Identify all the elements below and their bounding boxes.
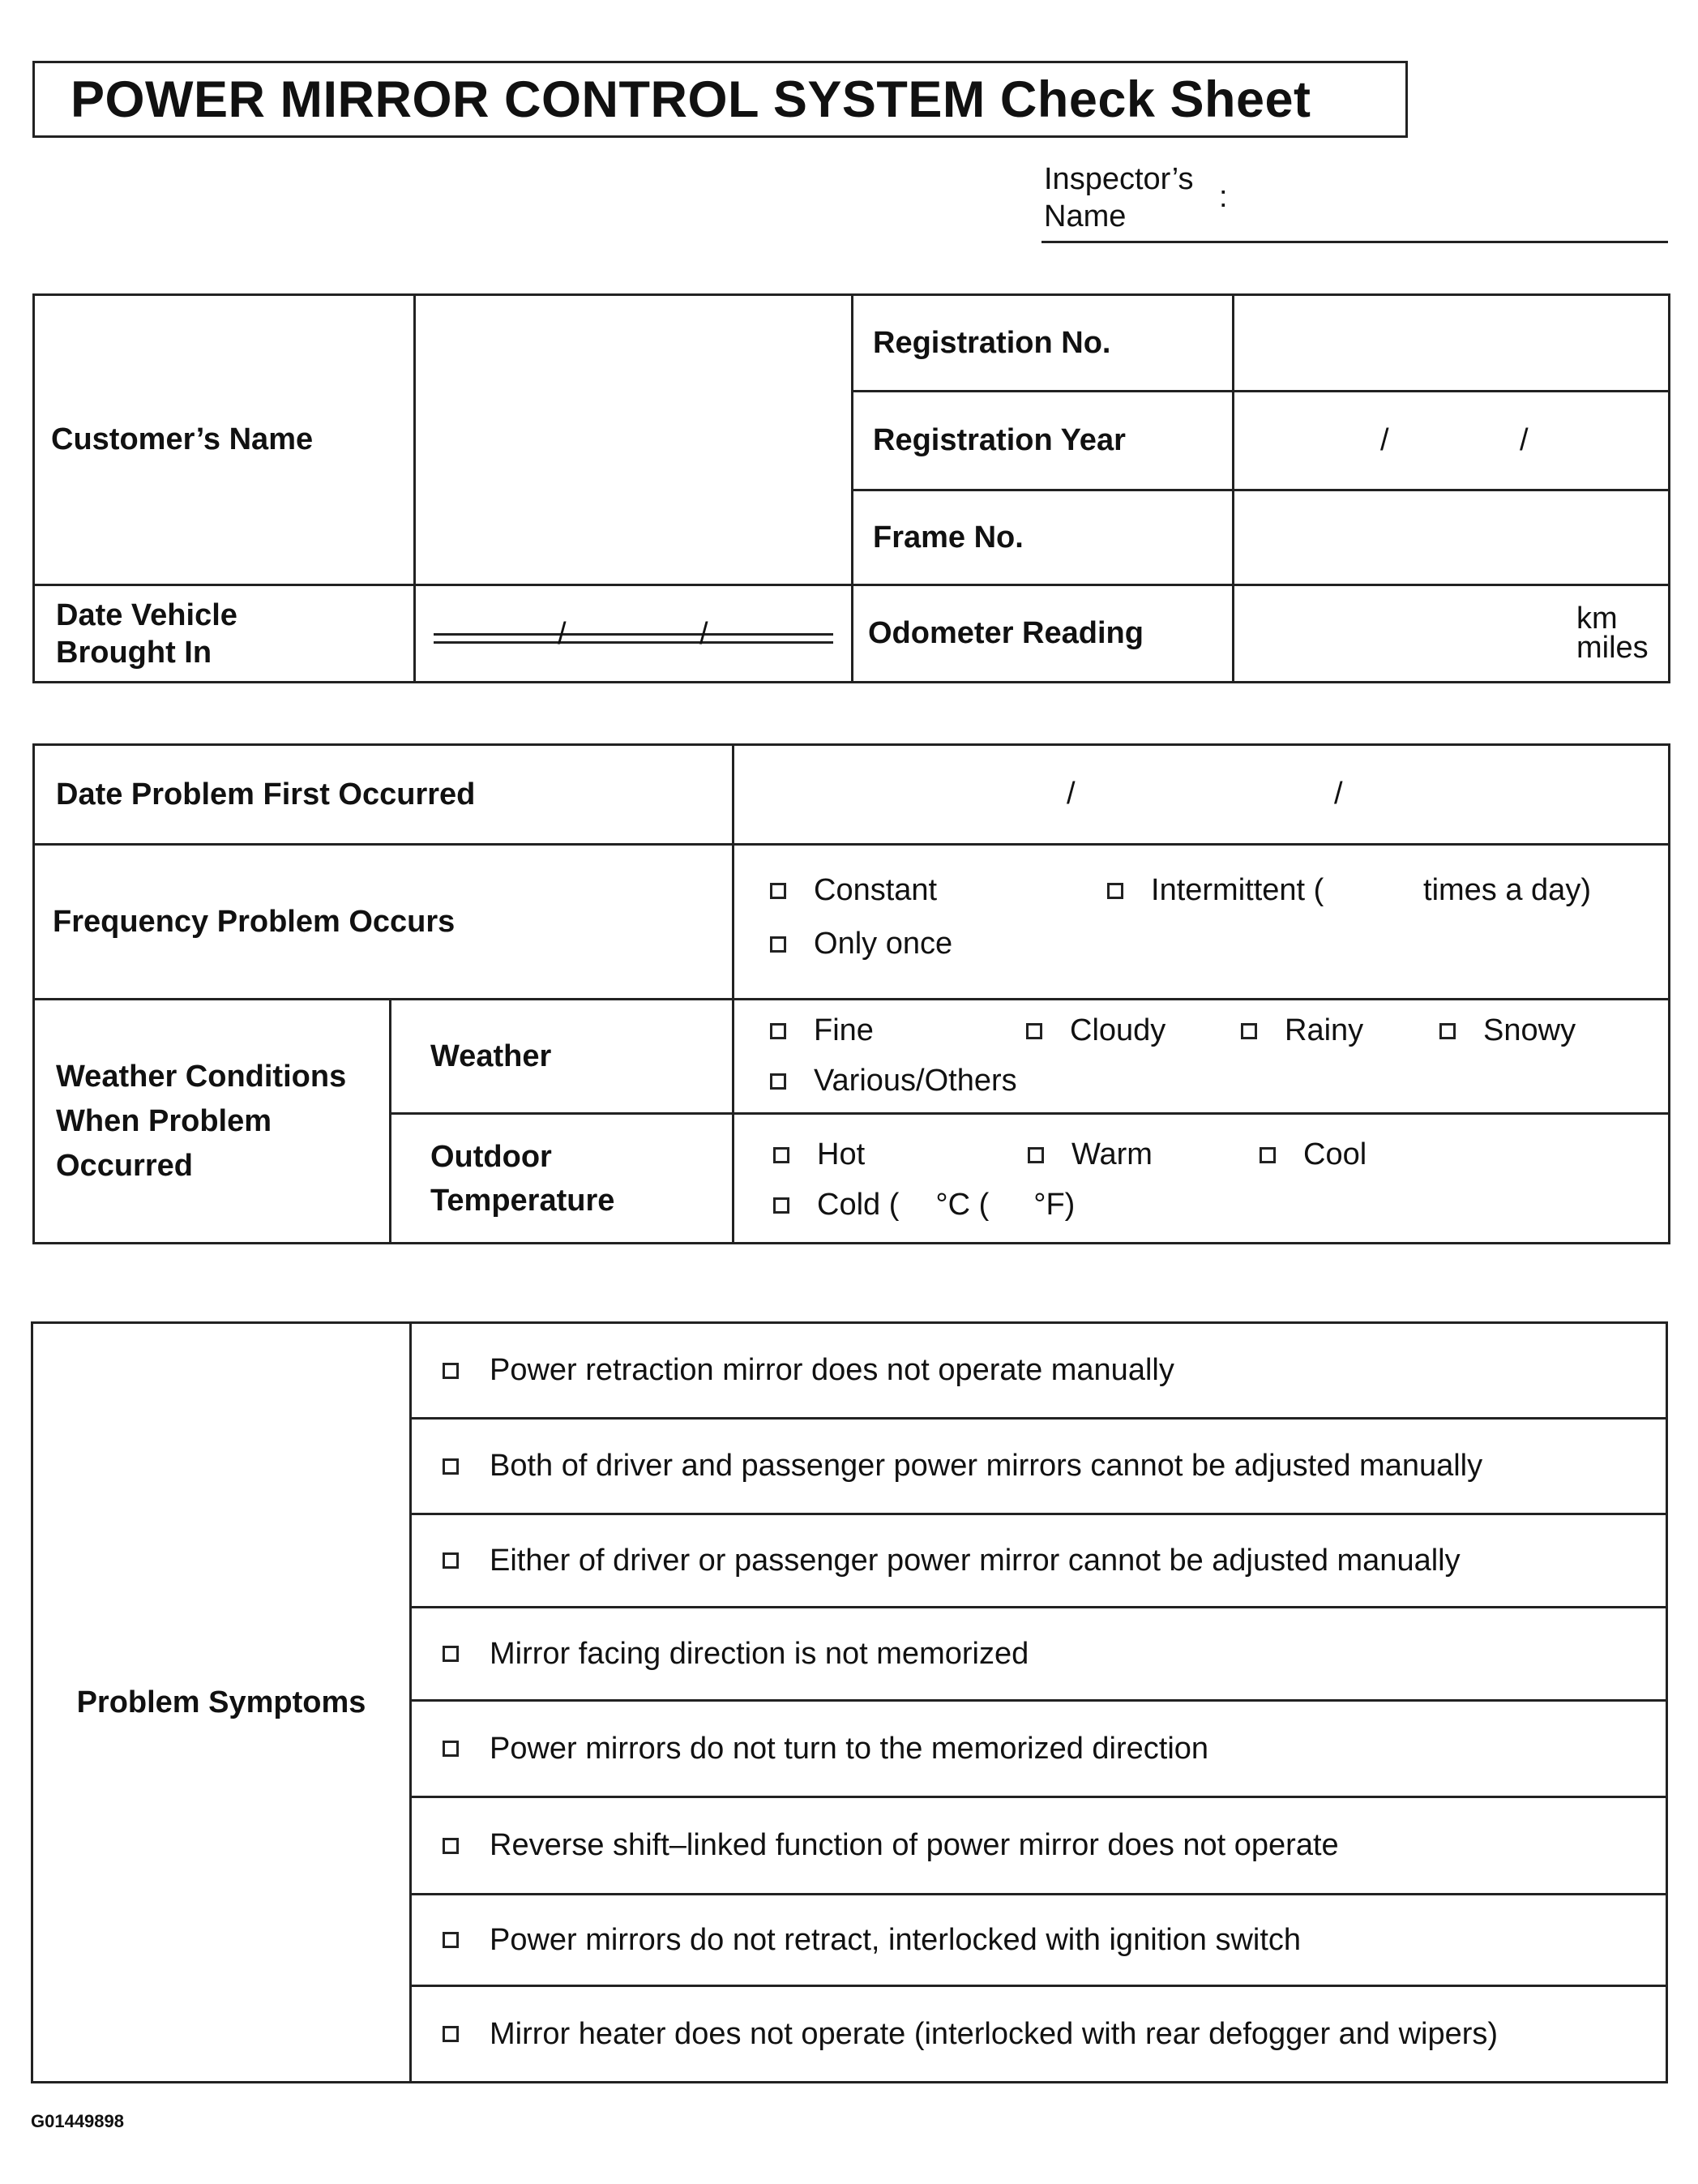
date-brought-in-label	[34, 585, 415, 683]
option-label: Hot	[817, 1137, 866, 1171]
checkbox[interactable]	[1439, 1023, 1456, 1039]
temperature-hot-option[interactable]	[773, 1137, 865, 1172]
registration-no-field[interactable]	[1234, 295, 1670, 392]
checkbox[interactable]	[443, 1741, 459, 1757]
weather-cloudy-option[interactable]	[1026, 1013, 1166, 1048]
temperature-warm-option[interactable]	[1028, 1137, 1153, 1172]
checkbox[interactable]	[443, 1552, 459, 1569]
checkbox[interactable]	[773, 1147, 789, 1163]
symptom-text: Mirror facing direction is not memorized	[490, 1636, 1029, 1671]
frequency-times-a-day	[1423, 873, 1591, 908]
symptom-row[interactable]	[411, 1986, 1667, 2083]
inspector-label-line1: Inspector’s	[1044, 162, 1194, 196]
symptom-row[interactable]	[411, 1514, 1667, 1608]
inspector-label-line2: Name	[1044, 199, 1127, 233]
symptom-text: Power retraction mirror does not operate manually	[490, 1353, 1174, 1387]
date-separator: /	[1334, 777, 1343, 811]
problem-symptoms-table	[31, 1321, 1668, 2083]
celsius-label: °C (	[935, 1188, 990, 1222]
symptom-text: Reverse shift–linked function of power mirror does not operate	[490, 1828, 1339, 1862]
weather-conditions-label-line2: When Problem	[56, 1103, 272, 1138]
odometer-label: Odometer Reading	[853, 585, 1234, 683]
symptom-text: Both of driver and passenger power mirrors cannot be adjusted manually	[490, 1449, 1483, 1483]
checkbox[interactable]	[770, 883, 786, 899]
outdoor-temperature-label-line1: Outdoor	[430, 1139, 552, 1174]
option-label: Cold (	[817, 1188, 900, 1222]
checkbox[interactable]	[1028, 1147, 1044, 1163]
option-label: Fine	[814, 1013, 874, 1047]
weather-conditions-label-line3: Occurred	[56, 1148, 193, 1183]
date-separator: /	[699, 617, 708, 651]
registration-year-field[interactable]	[1234, 392, 1670, 490]
date-brought-in-label-line2: Brought In	[56, 635, 212, 670]
vehicle-info-table	[32, 293, 1670, 683]
checkbox[interactable]	[443, 1932, 459, 1948]
date-first-occurred-label: Date Problem First Occurred	[34, 745, 734, 845]
option-label: Rainy	[1285, 1013, 1364, 1047]
option-label: Constant	[814, 873, 938, 907]
figure-code: G01449898	[31, 2111, 124, 2131]
frequency-options	[734, 845, 1670, 1000]
checkbox[interactable]	[443, 1363, 459, 1379]
option-label: times a day)	[1423, 873, 1591, 907]
symptom-text: Power mirrors do not turn to the memorized direction	[490, 1731, 1209, 1766]
frequency-intermittent-option[interactable]	[1107, 873, 1324, 908]
checkbox[interactable]	[443, 1838, 459, 1854]
inspector-name-field[interactable]	[1041, 241, 1668, 243]
customer-name-field[interactable]	[415, 295, 853, 585]
title-box	[32, 61, 1408, 138]
weather-conditions-label	[34, 1000, 391, 1244]
temperature-cool-option[interactable]	[1260, 1137, 1367, 1172]
registration-year-label: Registration Year	[853, 392, 1234, 490]
date-first-occurred-field[interactable]	[734, 745, 1670, 845]
date-separator: /	[1380, 423, 1389, 457]
date-separator: /	[1520, 423, 1529, 457]
option-label: Snowy	[1483, 1013, 1576, 1047]
temperature-options	[734, 1114, 1670, 1244]
temperature-cold-option[interactable]	[773, 1188, 1075, 1223]
frame-no-field[interactable]	[1234, 490, 1670, 585]
outdoor-temperature-label	[391, 1114, 734, 1244]
checkbox[interactable]	[443, 1646, 459, 1662]
date-brought-in-field[interactable]	[415, 585, 853, 683]
inspector-colon: :	[1219, 180, 1228, 214]
weather-various-option[interactable]	[770, 1064, 1017, 1098]
checkbox[interactable]	[770, 936, 786, 953]
odometer-field[interactable]	[1234, 585, 1670, 683]
symptom-text: Either of driver or passenger power mirror cannot be adjusted manually	[490, 1543, 1461, 1578]
checkbox[interactable]	[1107, 883, 1123, 899]
outdoor-temperature-label-line2: Temperature	[430, 1183, 615, 1218]
frame-no-label: Frame No.	[853, 490, 1234, 585]
problem-symptoms-label: Problem Symptoms	[32, 1323, 411, 2083]
checkbox[interactable]	[1026, 1023, 1042, 1039]
fahrenheit-label: °F)	[1033, 1188, 1076, 1222]
frequency-constant-option[interactable]	[770, 873, 937, 908]
date-separator: /	[558, 617, 567, 651]
symptom-row[interactable]	[411, 1323, 1667, 1419]
weather-rainy-option[interactable]	[1241, 1013, 1363, 1048]
option-label: Only once	[814, 927, 953, 961]
checkbox[interactable]	[773, 1197, 789, 1214]
odometer-unit-miles: miles	[1576, 631, 1649, 665]
checkbox[interactable]	[443, 1458, 459, 1475]
symptom-row[interactable]	[411, 1419, 1667, 1514]
checkbox[interactable]	[1260, 1147, 1276, 1163]
weather-conditions-label-line1: Weather Conditions	[56, 1059, 347, 1094]
checkbox[interactable]	[770, 1023, 786, 1039]
weather-label: Weather	[391, 1000, 734, 1114]
weather-snowy-option[interactable]	[1439, 1013, 1576, 1048]
symptom-row[interactable]	[411, 1797, 1667, 1895]
checkbox[interactable]	[1241, 1023, 1257, 1039]
symptom-text: Power mirrors do not retract, interlocked with ignition switch	[490, 1922, 1302, 1957]
frequency-label: Frequency Problem Occurs	[34, 845, 734, 1000]
weather-options	[734, 1000, 1670, 1114]
symptom-row[interactable]	[411, 1701, 1667, 1797]
odometer-unit	[1576, 602, 1653, 665]
date-brought-in-label-line1: Date Vehicle	[56, 597, 237, 632]
registration-no-label: Registration No.	[853, 295, 1234, 392]
conditions-table	[32, 743, 1670, 1244]
symptom-text: Mirror heater does not operate (interlocked with rear defogger and wipers)	[490, 2016, 1499, 2051]
option-label: Intermittent (	[1151, 873, 1324, 907]
checkbox[interactable]	[770, 1073, 786, 1090]
weather-fine-option[interactable]	[770, 1013, 874, 1048]
date-separator: /	[1067, 777, 1076, 811]
option-label: Warm	[1071, 1137, 1153, 1171]
inspector-label	[1044, 161, 1193, 235]
symptom-row[interactable]	[411, 1895, 1667, 1986]
option-label: Cool	[1303, 1137, 1367, 1171]
odometer-unit-km: km	[1576, 602, 1618, 636]
customer-name-label: Customer’s Name	[34, 295, 415, 585]
option-label: Various/Others	[814, 1064, 1017, 1098]
checkbox[interactable]	[443, 2026, 459, 2042]
symptom-row[interactable]	[411, 1608, 1667, 1701]
page-title: POWER MIRROR CONTROL SYSTEM Check Sheet	[71, 71, 1311, 128]
option-label: Cloudy	[1070, 1013, 1166, 1047]
frequency-only-once-option[interactable]	[770, 927, 952, 961]
